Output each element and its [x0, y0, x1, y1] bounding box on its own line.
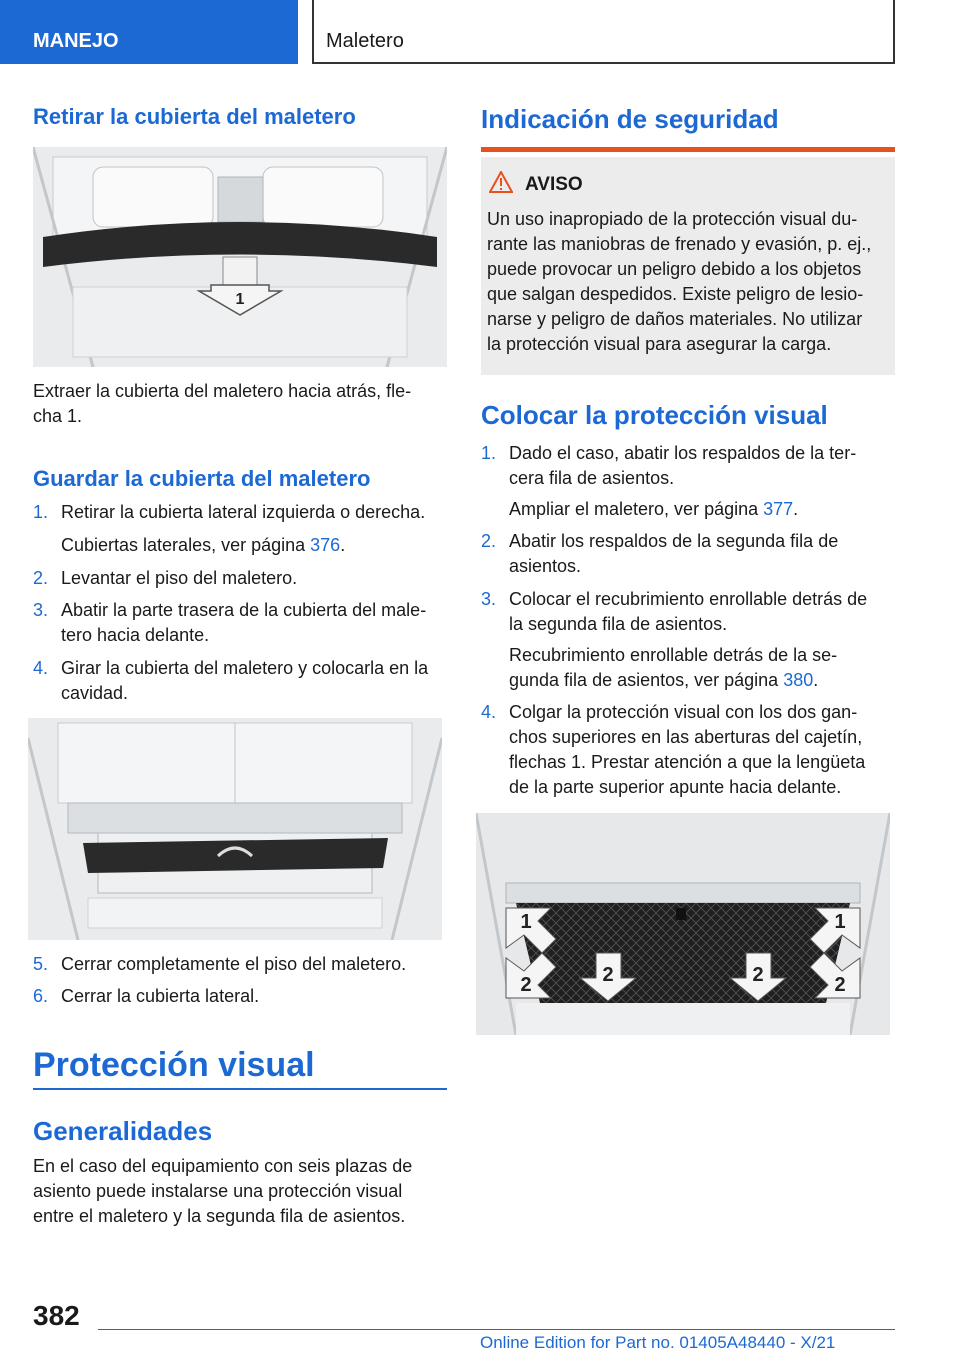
page-link-376[interactable]: 376 [310, 535, 341, 555]
warning-triangle-icon [489, 171, 513, 193]
page-link-380[interactable]: 380 [783, 670, 814, 690]
heading-place-protection: Colocar la protección visual [481, 400, 828, 430]
page-link-377[interactable]: 377 [763, 499, 794, 519]
fig1-label: 1 [235, 291, 245, 308]
heading-visual-protection: Protección visual [33, 1046, 315, 1084]
step-reference: Ampliar el maletero, ver página 377. [509, 499, 799, 519]
step-reference: Cubiertas laterales, ver página 376. [61, 535, 346, 555]
divider [33, 1088, 447, 1090]
heading-remove-cover: Retirar la cubierta del maletero [33, 104, 356, 129]
remove-cover-text: Extraer la cubierta del maletero hacia atrás, fle- cha 1. [33, 381, 412, 426]
fig3-label-1b: 1 [834, 911, 846, 933]
figure-remove-cover [33, 147, 447, 367]
step-reference: Recubrimiento enrollable detrás de la se- gunda fila de asientos, ver página 380. [509, 645, 838, 690]
figure-place-net [476, 813, 890, 1035]
warning-title: AVISO [525, 174, 583, 195]
page-header-title: Maletero [312, 0, 895, 64]
heading-store-cover: Guardar la cubierta del maletero [33, 466, 371, 491]
warning-box [481, 157, 895, 375]
edition-info: Online Edition for Part no. 01405A48440 - X/21 [480, 1333, 836, 1352]
warning-text: Un uso inapropiado de la protección visual du- rante las maniobras de frenado y evasión, p. ej., puede provocar un peligro debido a los objetos que salgan despedidos. Existe peligro de lesio- narse y peligro de daños materiales. No utilizar la protección visual para asegurar la carga. [487, 209, 872, 354]
general-text: En el caso del equipamiento con seis plazas de asiento puede instalarse una protección visual entre el maletero y la segunda fila de asientos. [33, 1156, 413, 1226]
section-tab: MANEJO [0, 0, 298, 64]
page-number: 382 [33, 1300, 80, 1331]
fig3-label-2b: 2 [602, 964, 614, 986]
heading-general: Generalidades [33, 1116, 213, 1146]
figure-store-cover [28, 718, 442, 940]
fig3-label-2a: 2 [520, 974, 532, 996]
warning-bar [481, 147, 895, 152]
fig3-label-1: 1 [520, 911, 532, 933]
fig3-label-2c: 2 [752, 964, 764, 986]
fig3-label-2d: 2 [834, 974, 846, 996]
footer-divider [98, 1329, 895, 1330]
heading-safety: Indicación de seguridad [481, 104, 779, 134]
